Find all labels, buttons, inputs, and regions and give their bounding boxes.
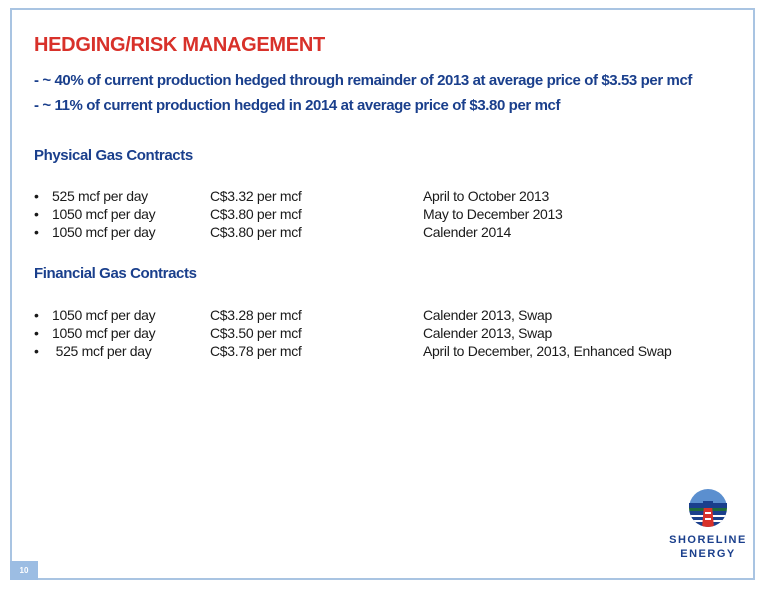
table-row bbox=[34, 343, 714, 362]
volume-cell: 1050 mcf per day bbox=[52, 224, 156, 240]
price-cell: C$3.80 per mcf bbox=[210, 224, 302, 240]
slide-frame bbox=[10, 8, 755, 580]
shoreline-energy-logo-icon bbox=[688, 488, 728, 528]
price-cell: C$3.50 per mcf bbox=[210, 325, 302, 341]
slide-title: HEDGING/RISK MANAGEMENT bbox=[34, 34, 325, 56]
table-row bbox=[34, 188, 714, 207]
price-cell: C$3.78 per mcf bbox=[210, 343, 302, 359]
price-cell: C$3.28 per mcf bbox=[210, 307, 302, 323]
term-cell: Calender 2014 bbox=[423, 224, 511, 240]
bullet-mark: • bbox=[34, 206, 39, 222]
bullet-mark: • bbox=[34, 343, 39, 359]
bullet-mark: • bbox=[34, 307, 39, 323]
financial-contracts-heading: Financial Gas Contracts bbox=[34, 265, 197, 282]
table-row bbox=[34, 224, 714, 243]
price-cell: C$3.80 per mcf bbox=[210, 206, 302, 222]
volume-cell: 1050 mcf per day bbox=[52, 325, 156, 341]
highlight-line-1: - ~ 40% of current production hedged through remainder of 2013 at average price of $3.53 per mcf bbox=[34, 72, 693, 89]
company-logo bbox=[668, 488, 748, 578]
bullet-mark: • bbox=[34, 325, 39, 341]
term-cell: Calender 2013, Swap bbox=[423, 325, 552, 341]
term-cell: April to December, 2013, Enhanced Swap bbox=[423, 343, 672, 359]
bullet-mark: • bbox=[34, 224, 39, 240]
table-row bbox=[34, 206, 714, 225]
page-number: 10 bbox=[10, 561, 38, 580]
physical-contracts-heading: Physical Gas Contracts bbox=[34, 147, 193, 164]
logo-wordmark-line2: ENERGY bbox=[680, 548, 736, 560]
term-cell: Calender 2013, Swap bbox=[423, 307, 552, 323]
term-cell: May to December 2013 bbox=[423, 206, 563, 222]
volume-cell: 1050 mcf per day bbox=[52, 206, 156, 222]
volume-cell: 525 mcf per day bbox=[52, 188, 148, 204]
volume-cell: 525 mcf per day bbox=[52, 343, 152, 359]
bullet-mark: • bbox=[34, 188, 39, 204]
logo-wordmark-line1: SHORELINE bbox=[669, 534, 747, 546]
table-row bbox=[34, 325, 714, 344]
term-cell: April to October 2013 bbox=[423, 188, 549, 204]
volume-cell: 1050 mcf per day bbox=[52, 307, 156, 323]
table-row bbox=[34, 307, 714, 326]
price-cell: C$3.32 per mcf bbox=[210, 188, 302, 204]
highlight-line-2: - ~ 11% of current production hedged in 2014 at average price of $3.80 per mcf bbox=[34, 97, 561, 114]
